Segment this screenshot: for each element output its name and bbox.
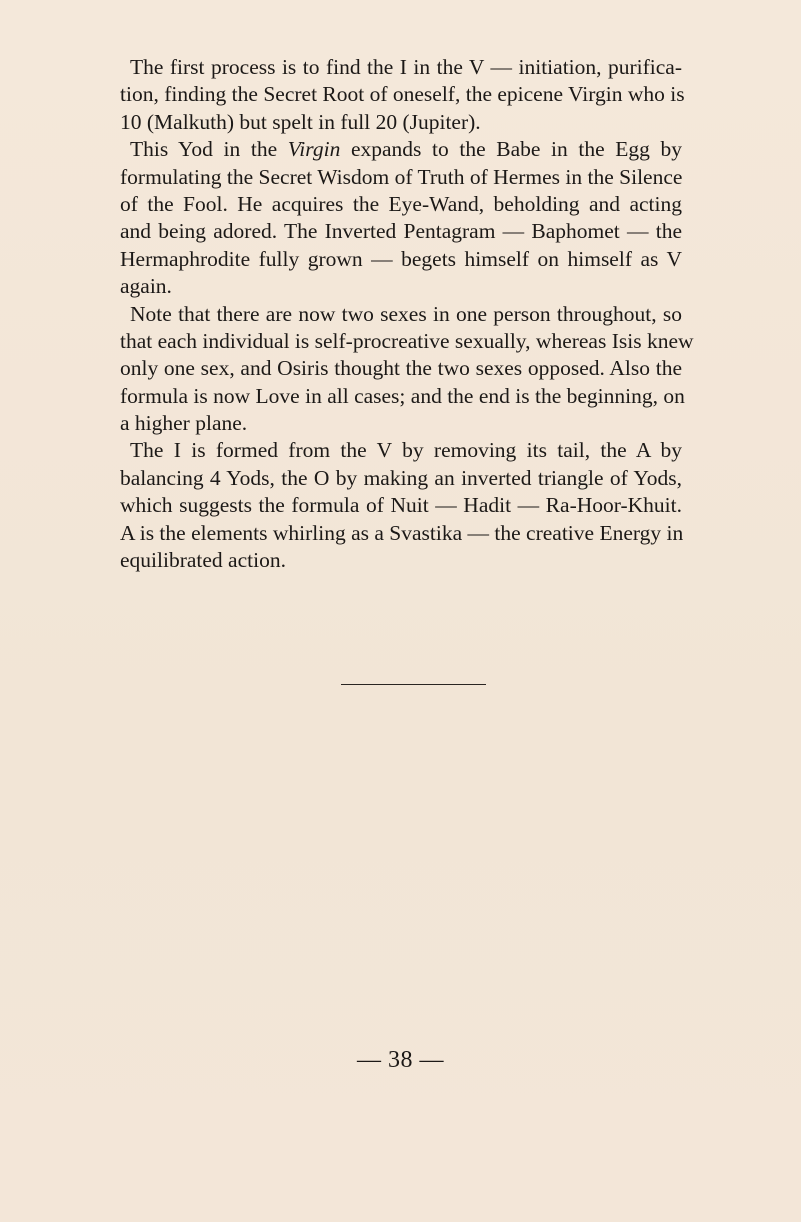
text-line: that each individual is self-procreative sexually, whereas Isis knew (120, 328, 694, 353)
text-line: formula is now Love in all cases; and the end is the beginning, on (120, 383, 685, 408)
text-line: 10 (Malkuth) but spelt in full 20 (Jupiter). (120, 109, 481, 134)
text-line: formulating the Secret Wisdom of Truth of Hermes in the Silence (120, 164, 683, 189)
body-text (120, 54, 694, 574)
text-segment: expands to the Babe in the Egg by (340, 137, 682, 162)
text-line: The I is formed from the V by removing its tail, the A by (130, 438, 682, 463)
text-line: again. (120, 274, 172, 299)
text-line: A is the elements whirling as a Svastika — the creative Energy in (120, 520, 684, 545)
text-segment: This Yod in the (130, 137, 288, 162)
text-line: The first process is to find the I in the V — initiation, purifica- (130, 55, 682, 79)
section-divider (341, 684, 486, 685)
text-line: Note that there are now two sexes in one person throughout, so (130, 301, 682, 326)
text-line: tion, finding the Secret Root of oneself, the epicene Virgin who is (120, 82, 685, 107)
text-line: equilibrated action. (120, 548, 286, 573)
text-line: only one sex, and Osiris thought the two sexes opposed. Also the (120, 356, 682, 381)
italic-word: Virgin (287, 137, 341, 162)
page-number: — 38 — (357, 1047, 444, 1073)
text-line: of the Fool. He acquires the Eye-Wand, beholding and acting (120, 191, 682, 216)
text-line: balancing 4 Yods, the O by making an inverted triangle of Yods, (120, 465, 682, 490)
text-line: and being adored. The Inverted Pentagram — Baphomet — the (120, 219, 682, 244)
text-line: Hermaphrodite fully grown — begets himself on himself as V (120, 246, 682, 271)
text-line: a higher plane. (120, 411, 248, 436)
text-line: which suggests the formula of Nuit — Hadit — Ra-Hoor-Khuit. (120, 493, 682, 518)
text-line (120, 136, 682, 163)
